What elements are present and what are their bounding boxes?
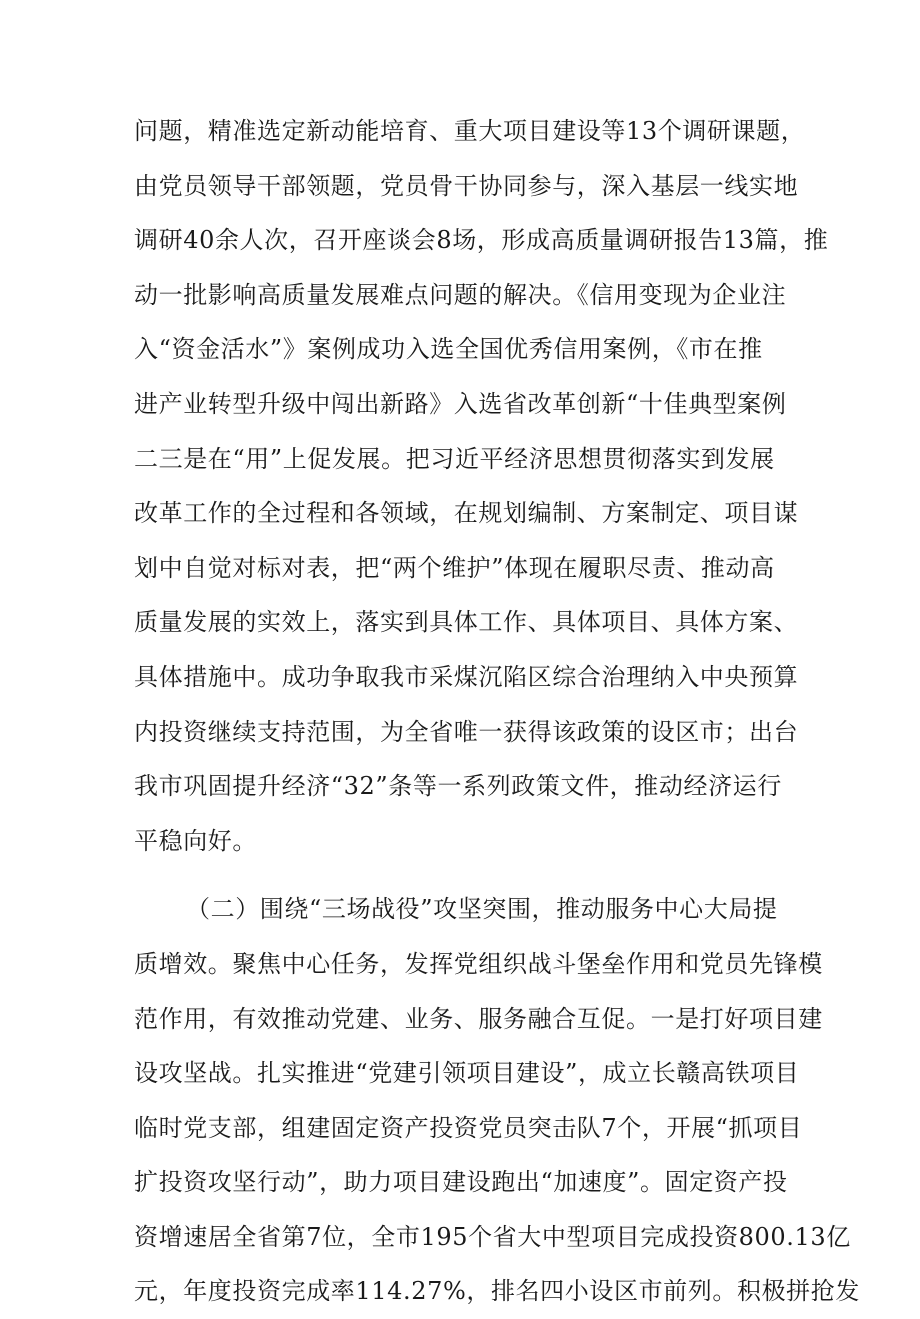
paragraph-1 — [134, 104, 829, 868]
text-line: 进产业转型升级中闯出新路》入选省改革创新“十佳典型案例 — [134, 389, 787, 418]
text-line: 改革工作的全过程和各领域，在规划编制、方案制定、项目谋 — [134, 499, 799, 528]
text-line: 元，年度投资完成率114.27%，排名四小设区市前列。积极拼抢发 — [134, 1277, 860, 1306]
text-line: 扩投资攻坚行动”，助力项目建设跑出“加速度”。固定资产投 — [134, 1168, 788, 1197]
text-line-indented: （二）围绕“三场战役”攻坚突围，推动服务中心大局提 — [186, 895, 778, 924]
text-line: 入“资金活水”》案例成功入选全国优秀信用案例，《市在推 — [134, 335, 763, 364]
text-line: 调研40余人次，召开座谈会8场，形成高质量调研报告13篇，推 — [134, 226, 829, 255]
text-line: 由党员领导干部领题，党员骨干协同参与，深入基层一线实地 — [134, 171, 799, 200]
text-line: 设攻坚战。扎实推进“党建引领项目建设”，成立长赣高铁项目 — [134, 1059, 800, 1088]
paragraph-2 — [134, 882, 860, 1319]
text-line: 我市巩固提升经济“32”条等一系列政策文件，推动经济运行 — [134, 772, 782, 801]
text-line: 范作用，有效推动党建、业务、服务融合互促。一是打好项目建 — [134, 1004, 823, 1033]
text-line: 平稳向好。 — [134, 826, 257, 855]
text-line: 划中自觉对标对表，把“两个维护”体现在履职尽责、推动高 — [134, 553, 775, 582]
paragraph-spacer — [134, 868, 782, 882]
text-line: 临时党支部，组建固定资产投资党员突击队7个，开展“抓项目 — [134, 1113, 803, 1142]
text-line: 问题，精准选定新动能培育、重大项目建设等13个调研课题， — [134, 117, 806, 145]
text-line: 质量发展的实效上，落实到具体工作、具体项目、具体方案、 — [134, 608, 799, 637]
text-line: 具体措施中。成功争取我市采煤沉陷区综合治理纳入中央预算 — [134, 662, 799, 691]
document-body — [134, 104, 860, 1319]
text-line: 内投资继续支持范围，为全省唯一获得该政策的设区市；出台 — [134, 717, 799, 746]
text-line: 二三是在“用”上促发展。把习近平经济思想贯彻落实到发展 — [134, 444, 775, 473]
text-line: 质增效。聚焦中心任务，发挥党组织战斗堡垒作用和党员先锋模 — [134, 949, 823, 978]
text-line: 资增速居全省第7位，全市195个省大中型项目完成投资800.13亿 — [134, 1222, 851, 1251]
text-line: 动一批影响高质量发展难点问题的解决。《信用变现为企业注 — [134, 280, 787, 309]
